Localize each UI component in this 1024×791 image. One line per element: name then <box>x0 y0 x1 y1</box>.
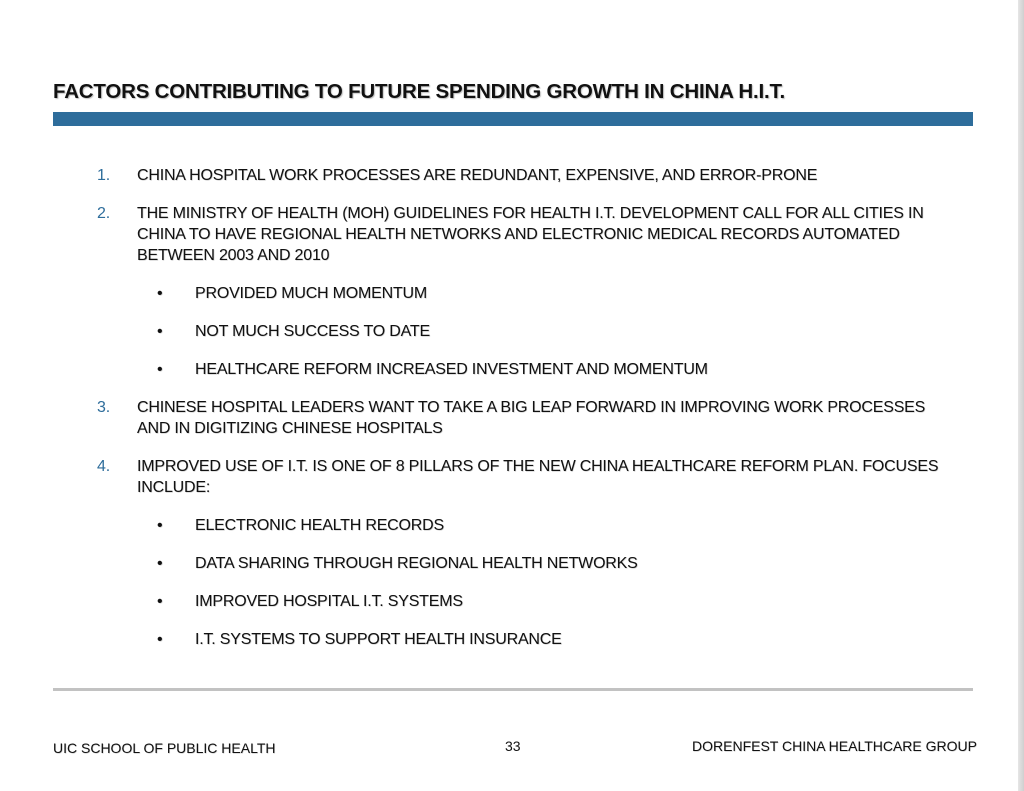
sub-bullet-item <box>157 591 955 612</box>
bullet-icon: • <box>157 323 163 340</box>
sub-bullet-item <box>157 359 955 380</box>
sub-bullet-text: ELECTRONIC HEALTH RECORDS <box>195 517 444 534</box>
sub-bullet-item <box>157 629 955 650</box>
sub-bullet-item <box>157 321 955 342</box>
list-number: 1. <box>97 167 110 184</box>
sub-bullet-text: DATA SHARING THROUGH REGIONAL HEALTH NETWORKS <box>195 555 638 572</box>
list-item-text: IMPROVED USE OF I.T. IS ONE OF 8 PILLARS OF THE NEW CHINA HEALTHCARE REFORM PLAN. FOCUSES INCLUDE: <box>137 458 939 496</box>
list-item-1 <box>95 165 955 186</box>
bullet-icon: • <box>157 361 163 378</box>
bullet-icon: • <box>157 517 163 534</box>
title-underline-bar <box>53 112 973 126</box>
list-number: 2. <box>97 205 110 222</box>
list-number: 4. <box>97 458 110 475</box>
list-item-2 <box>95 203 955 266</box>
page-number: 33 <box>505 738 521 754</box>
list-item-text: CHINESE HOSPITAL LEADERS WANT TO TAKE A BIG LEAP FORWARD IN IMPROVING WORK PROCESSES AND IN DIGITIZING CHINESE HOSPITALS <box>137 399 926 437</box>
sub-bullet-text: IMPROVED HOSPITAL I.T. SYSTEMS <box>195 593 463 610</box>
slide-edge-shadow <box>1018 0 1024 791</box>
list-item-3 <box>95 397 955 439</box>
slide-title: FACTORS CONTRIBUTING TO FUTURE SPENDING GROWTH IN CHINA H.I.T. <box>53 80 786 103</box>
sub-bullet-text: PROVIDED MUCH MOMENTUM <box>195 285 428 302</box>
list-item-text: THE MINISTRY OF HEALTH (MOH) GUIDELINES FOR HEALTH I.T. DEVELOPMENT CALL FOR ALL CITIES IN CHINA TO HAVE REGIONAL HEALTH NETWORKS AND ELECTRONIC MEDICAL RECORDS AUTOMATED BETWEEN 2003 AND 2010 <box>137 205 924 264</box>
slide-content <box>95 165 955 667</box>
bullet-icon: • <box>157 593 163 610</box>
footer-group-name: DORENFEST CHINA HEALTHCARE GROUP <box>692 738 977 754</box>
list-number: 3. <box>97 399 110 416</box>
sub-bullet-text: I.T. SYSTEMS TO SUPPORT HEALTH INSURANCE <box>195 631 562 648</box>
bullet-icon: • <box>157 285 163 302</box>
footer-divider <box>53 688 973 691</box>
bullet-icon: • <box>157 555 163 572</box>
bullet-icon: • <box>157 631 163 648</box>
sub-bullet-item <box>157 515 955 536</box>
footer-organization: UIC SCHOOL OF PUBLIC HEALTH <box>53 740 276 756</box>
list-item-text: CHINA HOSPITAL WORK PROCESSES ARE REDUNDANT, EXPENSIVE, AND ERROR-PRONE <box>137 167 818 184</box>
sub-bullet-item <box>157 283 955 304</box>
sub-bullet-item <box>157 553 955 574</box>
sub-bullet-text: HEALTHCARE REFORM INCREASED INVESTMENT AND MOMENTUM <box>195 361 708 378</box>
list-item-4 <box>95 456 955 498</box>
sub-bullet-text: NOT MUCH SUCCESS TO DATE <box>195 323 430 340</box>
